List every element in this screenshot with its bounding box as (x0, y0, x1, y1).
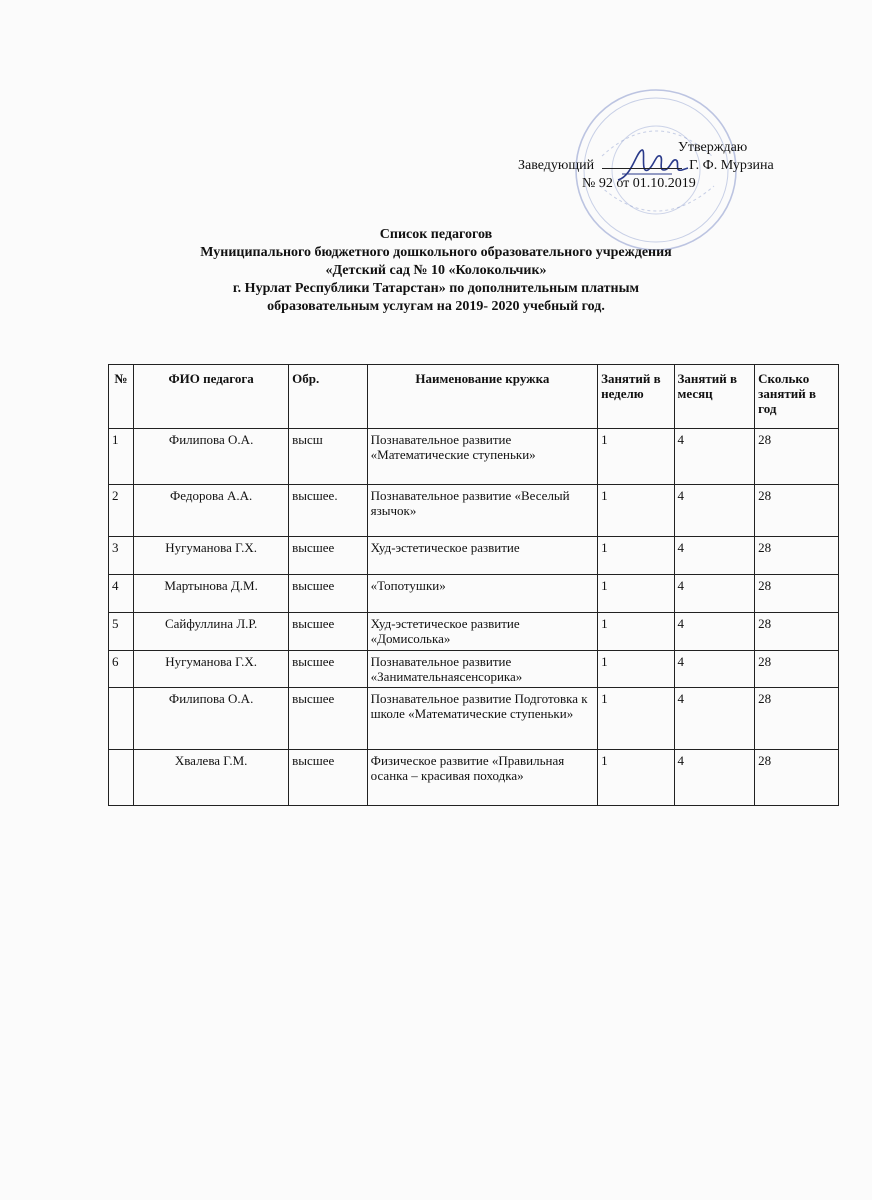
row-per-week: 1 (598, 613, 674, 651)
row-fio: Мартынова Д.М. (134, 575, 289, 613)
row-per-month: 4 (674, 575, 755, 613)
row-num (109, 750, 134, 806)
row-per-year: 28 (755, 613, 839, 651)
row-num: 2 (109, 485, 134, 537)
row-per-year: 28 (755, 688, 839, 750)
table-body (109, 429, 839, 806)
table-row (109, 575, 839, 613)
header-per-year: Сколько занятий в год (755, 365, 839, 429)
header-per-week: Занятий в неделю (598, 365, 674, 429)
signature-line (602, 156, 682, 169)
header-club-name: Наименование кружка (367, 365, 597, 429)
row-club-name: Худ-эстетическое развитие (367, 537, 597, 575)
row-fio: Филипова О.А. (134, 429, 289, 485)
order-number: № 92 от 01.10.2019 (582, 176, 696, 191)
row-num: 5 (109, 613, 134, 651)
row-fio: Нугуманова Г.Х. (134, 537, 289, 575)
row-club-name: Познавательное развитие «Занимательнаясенсорика» (367, 651, 597, 688)
head-name: Г. Ф. Мурзина (689, 158, 774, 173)
approve-label: Утверждаю (678, 140, 748, 155)
row-per-month: 4 (674, 485, 755, 537)
row-per-year: 28 (755, 750, 839, 806)
row-per-year: 28 (755, 485, 839, 537)
row-education: высшее (289, 537, 368, 575)
header-education: Обр. (289, 365, 368, 429)
row-education: высшее (289, 750, 368, 806)
row-fio: Федорова А.А. (134, 485, 289, 537)
teachers-table (108, 364, 839, 806)
row-fio: Филипова О.А. (134, 688, 289, 750)
row-per-year: 28 (755, 537, 839, 575)
row-education: высшее (289, 575, 368, 613)
title-line-3: «Детский сад № 10 «Колокольчик» (325, 263, 547, 278)
table-row (109, 613, 839, 651)
table-row (109, 485, 839, 537)
row-per-month: 4 (674, 613, 755, 651)
row-per-month: 4 (674, 651, 755, 688)
row-num: 6 (109, 651, 134, 688)
row-education: высш (289, 429, 368, 485)
table-row (109, 429, 839, 485)
row-education: высшее (289, 613, 368, 651)
header-per-month: Занятий в месяц (674, 365, 755, 429)
title-line-1: Список педагогов (379, 227, 493, 242)
row-per-week: 1 (598, 688, 674, 750)
title-line-5: образовательным услугам на 2019- 2020 учебный год. (267, 299, 605, 314)
row-per-week: 1 (598, 429, 674, 485)
row-club-name: Физическое развитие «Правильная осанка – красивая походка» (367, 750, 597, 806)
table-row (109, 688, 839, 750)
title-line-2: Муниципального бюджетного дошкольного образовательного учреждения (200, 245, 672, 260)
row-education: высшее. (289, 485, 368, 537)
row-per-week: 1 (598, 575, 674, 613)
document-title (0, 226, 872, 316)
row-per-year: 28 (755, 429, 839, 485)
row-club-name: Познавательное развитие «Математические ступеньки» (367, 429, 597, 485)
row-fio: Нугуманова Г.Х. (134, 651, 289, 688)
row-num: 3 (109, 537, 134, 575)
head-label: Заведующий (518, 158, 595, 173)
header-fio: ФИО педагога (134, 365, 289, 429)
row-club-name: Познавательное развитие «Веселый язычок» (367, 485, 597, 537)
row-club-name: Познавательное развитие Подготовка к школе «Математические ступеньки» (367, 688, 597, 750)
table-row (109, 651, 839, 688)
row-club-name: Худ-эстетическое развитие «Домисолька» (367, 613, 597, 651)
row-per-month: 4 (674, 537, 755, 575)
row-per-month: 4 (674, 750, 755, 806)
row-education: высшее (289, 651, 368, 688)
table-header-row (109, 365, 839, 429)
row-per-year: 28 (755, 651, 839, 688)
row-per-month: 4 (674, 429, 755, 485)
row-num (109, 688, 134, 750)
table-row (109, 750, 839, 806)
row-education: высшее (289, 688, 368, 750)
row-per-week: 1 (598, 485, 674, 537)
row-num: 1 (109, 429, 134, 485)
row-per-week: 1 (598, 537, 674, 575)
row-per-week: 1 (598, 651, 674, 688)
header-num: № (109, 365, 134, 429)
row-fio: Хвалева Г.М. (134, 750, 289, 806)
row-per-week: 1 (598, 750, 674, 806)
table-row (109, 537, 839, 575)
row-club-name: «Топотушки» (367, 575, 597, 613)
row-fio: Сайфуллина Л.Р. (134, 613, 289, 651)
head-line (518, 156, 774, 176)
row-per-year: 28 (755, 575, 839, 613)
row-per-month: 4 (674, 688, 755, 750)
row-num: 4 (109, 575, 134, 613)
title-line-4: г. Нурлат Республики Татарстан» по дополнительным платным (232, 281, 640, 296)
